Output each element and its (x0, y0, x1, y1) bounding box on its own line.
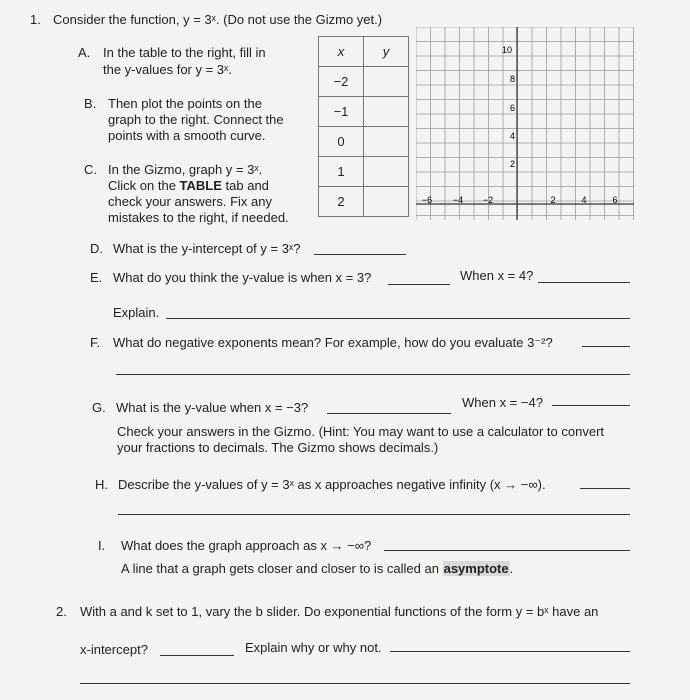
e-answer-blank[interactable] (388, 284, 450, 285)
g-label: G. (92, 400, 106, 415)
f-answer-line[interactable] (116, 374, 630, 375)
a-line1: In the table to the right, fill in (103, 45, 266, 60)
i-answer-blank[interactable] (384, 550, 630, 551)
d-text: What is the y-intercept of y = 3ˣ? (113, 241, 301, 256)
x-cell: −1 (319, 97, 364, 127)
x-tick-label: −2 (482, 195, 494, 205)
q2-line1: With a and k set to 1, vary the b slider. Do exponential functions of the form y = bˣ have an (80, 604, 599, 619)
g-answer-blank[interactable] (327, 413, 451, 414)
q2-intercept-blank[interactable] (160, 655, 234, 656)
table-header-row (319, 37, 409, 67)
e-text2: When x = 4? (460, 268, 534, 283)
b-line1: Then plot the points on the (108, 96, 262, 111)
asymptote-sentence: A line that a graph gets closer and closer to is called an asymptote. (121, 561, 514, 576)
b-label: B. (84, 96, 97, 111)
y-tick-label: 8 (509, 74, 515, 84)
check-line1: Check your answers in the Gizmo. (Hint: You may want to use a calculator to convert (117, 424, 605, 439)
a-line2: the y-values for y = 3ˣ. (103, 62, 232, 77)
e-text: What do you think the y-value is when x = 3? (113, 270, 372, 285)
d-answer-blank[interactable] (314, 254, 406, 255)
table-row (319, 97, 409, 127)
grid-lines (416, 27, 634, 220)
y-answer-cell[interactable] (364, 97, 409, 127)
e2-answer-blank[interactable] (538, 282, 630, 283)
b-line2: graph to the right. Connect the (108, 112, 284, 127)
q2-line2a: x-intercept? (80, 642, 148, 657)
y-tick-label: 4 (509, 131, 515, 141)
f-text: What do negative exponents mean? For example, how do you evaluate 3⁻²? (113, 335, 553, 350)
e-label: E. (90, 270, 103, 285)
d-label: D. (90, 241, 103, 256)
q2-number: 2. (56, 604, 67, 619)
y-tick-label: 10 (501, 45, 512, 55)
x-cell: −2 (319, 67, 364, 97)
y-answer-cell[interactable] (364, 187, 409, 217)
x-tick-label: 6 (612, 195, 618, 205)
h-text: Describe the y-values of y = 3ˣ as x approaches negative infinity (x → −∞). (118, 477, 546, 492)
table-row (319, 127, 409, 157)
a-label: A. (78, 45, 91, 60)
y-tick-label: 2 (509, 159, 515, 169)
q2-explain-blank[interactable] (390, 651, 630, 652)
c-line1: In the Gizmo, graph y = 3ˣ. (108, 162, 263, 177)
y-answer-cell[interactable] (364, 67, 409, 97)
table-row (319, 157, 409, 187)
x-cell: 0 (319, 127, 364, 157)
y-answer-cell[interactable] (364, 157, 409, 187)
col-y-header: y (364, 37, 409, 67)
x-tick-label: 4 (581, 195, 587, 205)
check-line2: your fractions to decimals. The Gizmo shows decimals.) (117, 440, 439, 455)
f-answer-blank[interactable] (582, 346, 630, 347)
c-line2: Click on the TABLE tab and (108, 178, 269, 193)
explain-answer-blank[interactable] (166, 318, 630, 319)
i-text: What does the graph approach as x → −∞? (121, 538, 372, 553)
x-cell: 1 (319, 157, 364, 187)
y-answer-cell[interactable] (364, 127, 409, 157)
g2-answer-blank[interactable] (552, 405, 630, 406)
c-line3: check your answers. Fix any (108, 194, 273, 209)
q2-line2b: Explain why or why not. (245, 640, 382, 655)
coordinate-grid[interactable] (416, 27, 634, 220)
xy-table (318, 36, 409, 217)
c-line4: mistakes to the right, if needed. (108, 210, 289, 225)
table-row (319, 67, 409, 97)
x-tick-label: −6 (421, 195, 433, 205)
f-label: F. (90, 335, 101, 350)
g-text: What is the y-value when x = −3? (116, 400, 309, 415)
q2-answer-line[interactable] (80, 683, 630, 684)
x-tick-label: −4 (452, 195, 464, 205)
b-line3: points with a smooth curve. (108, 128, 266, 143)
h-answer-blank[interactable] (580, 488, 630, 489)
y-tick-label: 6 (509, 103, 515, 113)
q1-prompt: Consider the function, y = 3ˣ. (Do not use the Gizmo yet.) (53, 12, 383, 27)
explain-label: Explain. (113, 305, 160, 320)
h-answer-line[interactable] (118, 514, 630, 515)
x-cell: 2 (319, 187, 364, 217)
q1-number: 1. (30, 12, 41, 27)
g-text2: When x = −4? (462, 395, 543, 410)
x-tick-label: 2 (550, 195, 556, 205)
c-label: C. (84, 162, 97, 177)
asymptote-term: asymptote (443, 561, 509, 576)
col-x-header: x (319, 37, 364, 67)
i-label: I. (98, 538, 106, 553)
h-label: H. (95, 477, 108, 492)
table-row (319, 187, 409, 217)
